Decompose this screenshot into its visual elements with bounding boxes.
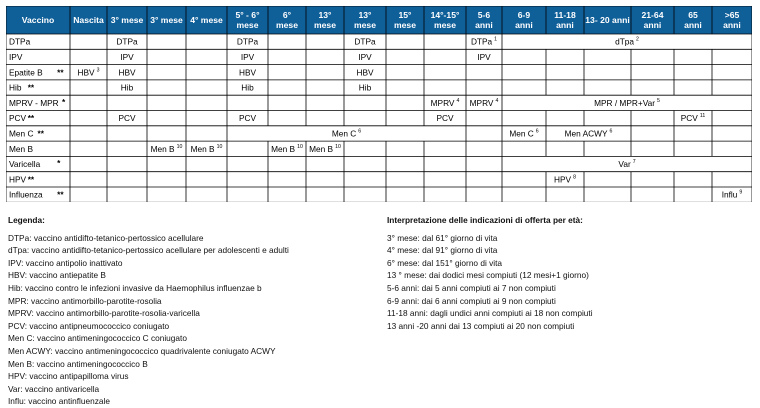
vaccine-mark: * xyxy=(62,96,66,107)
footnote-sup: 1 xyxy=(494,36,498,43)
schedule-cell: Men B $^{10}$ xyxy=(271,143,303,154)
footnote-sup: 5 xyxy=(657,97,660,104)
legend-item: Men ACWY: vaccino antimeningococcico quadrivalente coniugato ACWY xyxy=(8,345,276,356)
legend-title: Legenda: xyxy=(8,215,45,225)
schedule-cell: HBV xyxy=(356,67,374,78)
footnote-sup: 6 xyxy=(535,128,539,135)
footnote-sup: 11 xyxy=(699,113,706,120)
schedule-cell: Men C $^6$ xyxy=(331,128,362,139)
header-cell: 13° mese xyxy=(314,10,336,30)
header-cell: 5° - 6° mese xyxy=(235,10,260,30)
schedule-cell: DTPa xyxy=(236,36,259,47)
schedule-cell: Hib xyxy=(120,82,134,93)
vaccine-mark: ** xyxy=(37,128,44,139)
schedule-cell: MPRV $^4$ xyxy=(430,97,460,108)
footnote-sup: 10 xyxy=(176,143,183,150)
header-cell: 4° mese xyxy=(190,15,223,25)
legend-item: HBV: vaccino antiepatite B xyxy=(8,270,106,281)
legend-item: MPRV: vaccino antimorbillo-parotite-rosolia-varicella xyxy=(8,308,200,319)
footnote-sup: 10 xyxy=(297,143,303,150)
schedule-cell: IPV xyxy=(477,51,491,62)
schedule-cell: Men C $^6$ xyxy=(509,128,539,139)
footnote-sup: 9 xyxy=(739,189,743,196)
age-interpretation xyxy=(387,214,753,332)
schedule-cell: PCV xyxy=(118,113,136,124)
legend-item: Var: vaccino antivaricella xyxy=(8,383,100,394)
header-cell: 6-9 anni xyxy=(515,10,533,30)
schedule-cell: Hib xyxy=(241,82,254,93)
footnote-sup: 10 xyxy=(216,143,223,150)
vaccine-mark: * xyxy=(57,158,61,169)
legend-item: PCV: vaccino antipneumococcico coniugato xyxy=(8,320,170,331)
footnote-sup: 6 xyxy=(358,128,362,135)
schedule-cell: DTPa xyxy=(354,36,376,47)
vaccine-mark: ** xyxy=(57,67,64,78)
footnote-sup: 6 xyxy=(609,128,613,135)
schedule-cell: DTPa xyxy=(116,36,138,47)
header-cell: 21-64 anni xyxy=(641,10,664,30)
vaccine-label: IPV xyxy=(9,51,23,62)
interpretation-item: 4° mese: dal 91° giorno di vita xyxy=(387,245,498,256)
interpretation-item: 3° mese: dal 61° giorno di vita xyxy=(387,232,498,243)
vaccination-schedule-table xyxy=(6,6,752,202)
vaccine-label: Varicella xyxy=(9,159,41,170)
interpretation-item: 11-18 anni: dagli undici anni compiuti ai 18 non compiuti xyxy=(387,308,593,319)
footnote-sup: 8 xyxy=(573,174,576,181)
schedule-cell: Men ACWY $^6$ xyxy=(564,128,613,139)
legend-item: Hib: vaccino contro le infezioni invasive da Haemophilus influenzae b xyxy=(8,282,262,293)
vaccine-mark: ** xyxy=(27,174,35,185)
footnote-sup: 7 xyxy=(632,159,636,166)
schedule-cell: dTpa $^2$ xyxy=(615,36,639,47)
header-cell: 6° mese xyxy=(276,10,298,30)
schedule-cell: IPV xyxy=(240,51,255,62)
header-cell: 5-6 anni xyxy=(475,10,493,30)
schedule-cell: HPV $^8$ xyxy=(554,174,576,185)
header-cell: 11-18 anni xyxy=(554,10,576,30)
schedule-cell: HBV $^3$ xyxy=(77,67,100,78)
schedule-cell: Hib xyxy=(358,82,372,93)
vaccine-label: DTPa xyxy=(9,36,31,47)
vaccine-label: Men C xyxy=(9,128,34,139)
footnote-sup: 10 xyxy=(335,143,341,150)
schedule-cell: IPV xyxy=(120,51,134,62)
schedule-cell: Men B $^{10}$ xyxy=(190,143,223,154)
footnote-sup: 4 xyxy=(495,97,499,104)
schedule-cell: Men B $^{10}$ xyxy=(150,143,183,154)
schedule-cell: Var $^7$ xyxy=(618,159,636,170)
header-cell: 15° mese xyxy=(394,10,416,30)
schedule-cell: MPRV $^4$ xyxy=(469,97,499,108)
vaccine-label: Epatite B xyxy=(9,67,43,78)
header-cell: 65 anni xyxy=(684,10,702,30)
header-cell: 3° mese xyxy=(150,15,183,25)
interpretation-item: 13 anni -20 anni dai 13 compiuti ai 20 non compiuti xyxy=(387,320,575,331)
vaccine-label: Hib xyxy=(9,82,22,93)
legend-item: DTPa: vaccino antidifto-tetanico-pertossico acellulare xyxy=(8,232,204,243)
vaccine-label: PCV xyxy=(9,113,27,124)
header-cell: 13- 20 anni xyxy=(585,15,630,25)
interpretation-item: 13 ° mese: dai dodici mesi compiuti (12 mesi+1 giorno) xyxy=(387,270,589,281)
footnote-sup: 4 xyxy=(456,97,460,104)
legend-item: Men B: vaccino antimeningococcico B xyxy=(8,358,148,369)
legend-item: HPV: vaccino antipapilloma virus xyxy=(8,371,129,382)
vaccine-label: MPRV - MPR xyxy=(9,97,59,108)
schedule-cell: PCV xyxy=(436,113,454,124)
legend-item: dTpa: vaccino antidifto-tetanico-pertossico acellulare per adolescenti e adulti xyxy=(8,245,289,256)
schedule-cell: DTPa $^1$ xyxy=(470,36,498,47)
header-cell: >65 anni xyxy=(723,10,741,30)
vaccine-mark: ** xyxy=(27,82,35,93)
legend xyxy=(8,214,378,408)
schedule-cell: IPV xyxy=(358,51,372,62)
schedule-cell: Influ $^9$ xyxy=(721,189,743,200)
legend-item: MPR: vaccino antimorbillo-parotite-rosolia xyxy=(8,295,162,306)
header-cell: 13° mese xyxy=(354,10,376,30)
interpretation-item: 5-6 anni: dai 5 anni compiuti ai 7 non compiuti xyxy=(387,282,556,293)
header-cell: 14°-15° mese xyxy=(430,10,460,30)
header-cell: Nascita xyxy=(73,15,104,25)
vaccine-label: Men B xyxy=(9,143,33,154)
legend-item: Influ: vaccino antinfluenzale xyxy=(8,396,110,407)
header-cell: 3° mese xyxy=(110,15,144,25)
header-cell: Vaccino xyxy=(21,15,55,25)
footnote-sup: 2 xyxy=(636,36,639,43)
interpretation-title: Interpretazione delle indicazioni di offerta per età: xyxy=(387,215,583,225)
interpretation-item: 6-9 anni: dai 6 anni compiuti ai 9 non compiuti xyxy=(387,295,556,306)
schedule-cell: PCV xyxy=(238,113,257,124)
schedule-cell: HBV xyxy=(118,67,136,78)
legend-item: Men C: vaccino antimeningococcico C coniugato xyxy=(8,333,187,344)
vaccine-label: Influenza xyxy=(9,189,43,200)
schedule-cell: Men B $^{10}$ xyxy=(309,143,341,154)
vaccine-mark: ** xyxy=(57,189,64,200)
schedule-cell: MPR / MPR+Var $^5$ xyxy=(594,97,660,108)
schedule-cell: PCV $^{11}$ xyxy=(680,113,706,124)
interpretation-item: 6° mese: dal 151° giorno di vita xyxy=(387,257,503,268)
legend-item: IPV: vaccino antipolio inattivato xyxy=(8,257,123,268)
schedule-cell: HBV xyxy=(238,67,257,78)
vaccine-label: HPV xyxy=(9,174,27,185)
vaccine-mark: ** xyxy=(27,113,35,124)
footnote-sup: 3 xyxy=(96,67,100,74)
